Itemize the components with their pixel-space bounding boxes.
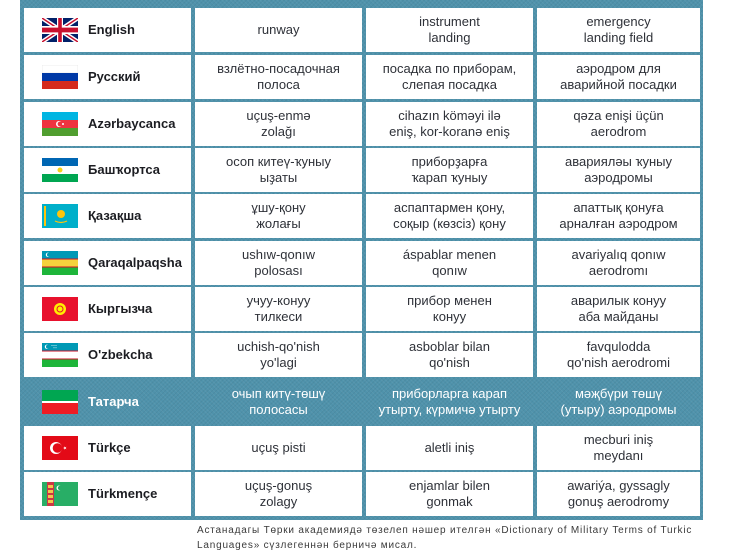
table-caption: Астанадагы Төрки академиядә төзелеп нәшер ителгән «Dictionary of Military Terms of Turkic Languages» сүзлегеннән берничә мисал.: [197, 525, 693, 551]
table-row: [24, 102, 703, 146]
instrument-landing-term: aletli iniş: [366, 426, 533, 470]
table-row: [24, 241, 703, 285]
table-row: [24, 55, 703, 99]
language-name: Қазақша: [88, 208, 142, 223]
kyrgyzstan-flag-icon: [42, 297, 78, 321]
azerbaijan-flag-icon: [42, 112, 78, 136]
instrument-landing-term: instrument landing: [366, 8, 533, 52]
turkey-flag-icon: [42, 436, 78, 460]
emergency-landing-field-term: аварилык конуу аба майданы: [537, 287, 700, 331]
emergency-landing-field-term: мәҗбүри төшү (утыру) аэродромы: [560, 386, 677, 417]
language-cell: [24, 194, 191, 238]
runway-term: uçuş-gonuş zolagy: [195, 472, 362, 516]
language-name: Azərbaycanca: [88, 116, 176, 131]
language-name: English: [88, 22, 135, 37]
language-cell: [24, 472, 191, 516]
language-name: Татарча: [88, 394, 139, 409]
language-cell: [24, 426, 191, 470]
emergency-landing-field-term: favqulodda qo'nish aerodromi: [537, 333, 700, 377]
runway-term: ұшу-қону жолағы: [195, 194, 362, 238]
emergency-landing-field-term: awariýa, gyssagly gonuş aerodromy: [537, 472, 700, 516]
language-cell: [24, 333, 191, 377]
tatarstan-flag-icon: [42, 390, 78, 414]
table-row: [24, 8, 703, 52]
runway-term: взлётно-посадочная полоса: [195, 55, 362, 99]
emergency-landing-field-term: аварияләы ҡуныу аэродромы: [537, 148, 700, 192]
emergency-landing-field-term: mecburi iniş meydanı: [537, 426, 700, 470]
runway-term: осоп китеү-ҡуныу ыҙаты: [195, 148, 362, 192]
instrument-landing-term: прибор менен конуу: [366, 287, 533, 331]
uzbekistan-flag-icon: [42, 343, 78, 367]
language-name: Türkçe: [88, 440, 131, 455]
table-row: [24, 287, 703, 331]
language-cell: [24, 380, 191, 424]
language-name: Türkmençe: [88, 486, 158, 501]
language-cell: [24, 102, 191, 146]
table-row-highlighted: [24, 380, 703, 424]
runway-term: очып китү-төшү полосасы: [231, 386, 326, 417]
instrument-landing-term: cihazın köməyi ilə eniş, kor-koranə eniş: [366, 102, 533, 146]
table-row: [24, 333, 703, 377]
language-name: Русский: [88, 69, 141, 84]
emergency-landing-field-term: qəza enişi üçün aerodrom: [537, 102, 700, 146]
runway-term: runway: [195, 8, 362, 52]
bashkortostan-flag-icon: [42, 158, 78, 182]
emergency-landing-field-term: апаттық қонуға арналған аэродром: [537, 194, 700, 238]
runway-term: uçuş-enmə zolağı: [195, 102, 362, 146]
russia-flag-icon: [42, 65, 78, 89]
table-row: [24, 148, 703, 192]
language-cell: [24, 287, 191, 331]
runway-term: uchish-qo'nish yo'lagi: [195, 333, 362, 377]
emergency-landing-field-term: avariyalıq qonıw aerodromı: [537, 241, 700, 285]
runway-term: учуу-конуу тилкеси: [195, 287, 362, 331]
language-cell: [24, 8, 191, 52]
table-row: [24, 472, 703, 516]
instrument-landing-term: аспаптармен қону, соқыр (көзсіз) қону: [366, 194, 533, 238]
language-cell: [24, 55, 191, 99]
runway-term: ushıw-qonıw polosası: [195, 241, 362, 285]
language-name: O'zbekcha: [88, 347, 153, 362]
emergency-landing-field-term: emergency landing field: [537, 8, 700, 52]
table-row: [24, 426, 703, 470]
instrument-landing-term: приборларга карап утырту, күрмичә утырту: [378, 386, 521, 417]
language-name: Qaraqalpaqsha: [88, 255, 182, 270]
instrument-landing-term: áspablar menen qonıw: [366, 241, 533, 285]
instrument-landing-term: enjamlar bilen gonmak: [366, 472, 533, 516]
instrument-landing-term: asboblar bilan qo'nish: [366, 333, 533, 377]
emergency-landing-field-term: аэродром для аварийной посадки: [537, 55, 700, 99]
karakalpakstan-flag-icon: [42, 251, 78, 275]
kazakhstan-flag-icon: [42, 204, 78, 228]
turkmenistan-flag-icon: [42, 482, 78, 506]
language-cell: [24, 241, 191, 285]
runway-term: uçuş pisti: [195, 426, 362, 470]
language-name: Кыргызча: [88, 301, 153, 316]
language-name: Башҡортса: [88, 162, 161, 177]
instrument-landing-term: посадка по приборам, слепая посадка: [366, 55, 533, 99]
instrument-landing-term: приборҙарға ҡарап ҡуныу: [366, 148, 533, 192]
language-cell: [24, 148, 191, 192]
table-row: [24, 194, 703, 238]
uk-flag-icon: [42, 18, 78, 42]
